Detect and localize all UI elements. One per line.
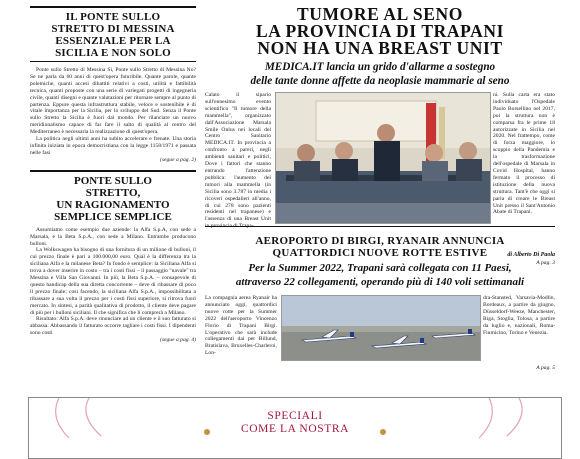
article-paragraph: Assumiamo come esempio due aziende: la Alfa S.p.A, con sede a Marsala, e la Beta S.p.A., con sede a Milano. Entrambe producono bulloni. — [30, 226, 196, 247]
banner-line-2: COME LA NOSTRA — [240, 423, 350, 435]
aeroporto-story — [205, 235, 555, 371]
tumore-headline-line: TUMORE AL SENO — [297, 4, 463, 24]
ragionamento-headline — [30, 170, 196, 227]
airport-photo-illustration — [282, 296, 480, 360]
banner-text — [29, 410, 561, 436]
aeroporto-column-left: La compagnia aerea Ryanair ha annunciato oggi, quattordici nuove rotte per la Summer 2022 dell'aeroporto Vincenzo Florio di Trapani Birgi. L'operativo che sarà include collegamenti dai per Billund, Bratislava, Bruxelles-Charleroi, Lon- — [205, 295, 277, 357]
article-paragraph: Risultato: Alfa S.p.A. deve rinunciare ad un cliente e il suo fatturato si abbassa. Abbassando il fatturato occorre tagliare i costi fissi. I dipendenti sono costi — [30, 316, 196, 337]
tumore-story — [205, 6, 555, 268]
ponte-headline-line: SICILIA E NON SOLO — [55, 47, 171, 59]
section-divider — [205, 226, 555, 227]
left-column — [30, 6, 196, 344]
article-paragraph: La Wolkswagen ha bisogno di una fornitura di un milione di bulloni, il cui prezzo finale è pari a 100.000,00 euro. Qual è la differenza tra la siciliana Alfa e la milanese Beta? In fondo è semplice: la Siciliana Alfa si trova a dover inserire in costo – tra i costi fissi – il passaggio "navale" tra Messina e Villa San Giovanni. In più, la Beta S.p.A. – consapevole di questo handicap della sua diretta concorrente – deve di ribassare di poco il prezzo finale; così facendo, la siciliana Alfa S.p.A., impossibilitata a ribassare a sua volta il prezzo per i costi fissi superiore, si ritrova fuori mercato. In sintesi, a parità qualitativa di prodotto, il cliente deve pagare di più per i bulloni siciliani. Il che significa che li comprerà a Milano. — [30, 247, 196, 316]
tumore-page-ref[interactable]: A pag. 3 — [536, 260, 555, 266]
tumore-headline-line: NON HA UNA BREAST UNIT — [257, 38, 503, 58]
airport-photo — [281, 295, 481, 361]
ragionamento-headline-line: PONTE SULLO — [74, 174, 152, 187]
tumore-headline — [205, 6, 555, 57]
continue-link[interactable]: (segue a pag. 2) — [159, 156, 196, 163]
ragionamento-headline-line: UN RAGIONAMENTO — [56, 198, 170, 211]
ponte-headline — [30, 6, 196, 62]
aeroporto-headline-line: QUATTORDICI NUOVE ROTTE ESTIVE — [272, 247, 488, 259]
article-paragraph: Ponte sullo Stretto di Messina Sì, Ponte sullo Stretto di Messina No? Se ne parla da 60 anni di quest'opera futuribile. Quante parole, quante polemiche, quanti accesi dibattiti relativi a costi, utilità e fattibilità tecnica, quanti proposte con una serie di variegati progetti di ingegneria civile, quanti disegni e quante valutazioni per ritornare sempre al punto di partenza. Eppure questa infrastruttura stabile, veloce e sostenibile è di vitale importanza per la Sicilia, per lo sviluppo del Sud. Senza il Ponte sullo Stretto la Sicilia è fuori dal mondo. Per rilanciare un nuovo meridionalismo capace di far fare il salto di qualità al centro del Mediterraneo è necessaria la realizzazione di quest'opera. — [30, 67, 196, 136]
ponte-headline-line: IL PONTE SULLO — [65, 11, 161, 23]
tumore-subheadline-line: MEDICA.IT lancia un grido d'allarme a sostegno — [264, 61, 496, 73]
aeroporto-subheadline-line: attraverso 22 collegamenti, operando più di 140 voli settimanali — [235, 275, 525, 288]
article-paragraph: La politica negli ultimi anni ha subito accelerare e frenate. Una storia infinita iniziata in epoca democristiana con la legge 1158/1971 e passata nelle fasi — [30, 136, 196, 156]
tumore-column-left: Calato il sipario sull'ennesimo evento scientifico "Il tumore della mammella", organizzato dall'Associazione Marsala Smile Onlus nei locali del Centro Sanitario MEDICA.IT. In provincia a confronto a pareri, negli ambienti sanitari e politici, Dove i fattori che stanno entrando l'attenzione pubblica: l'aumento dei tumori alla mammella (in Sicilia sono 3.787 in media i ricoveri ospedalieri all'anno, di cui 278 sono pazienti residenti nel trapanese) e l'assenza di una Breast Unit in provincia di Trapa- — [205, 92, 271, 230]
aeroporto-page-ref[interactable]: A pag. 5 — [536, 365, 555, 371]
ponte-headline-line: ESSENZIALE PER LA — [55, 35, 171, 47]
conference-photo-illustration — [276, 93, 490, 223]
aeroporto-subheadline — [205, 262, 555, 289]
tumore-subheadline-line: delle tante donne affette da neoplasie mammarie al seno — [250, 75, 510, 87]
tumore-subheadline — [205, 60, 555, 88]
continue-link[interactable]: (segue a pag. 4) — [159, 337, 196, 344]
tumore-byline: di Alberto Di Paola — [507, 252, 555, 258]
banner-line-1: SPECIALI — [267, 410, 323, 422]
ragionamento-article-body — [30, 227, 196, 344]
aeroporto-subheadline-line: Per la Summer 2022, Trapani sarà collegata con 11 Paesi, — [248, 262, 512, 274]
speciali-banner[interactable] — [28, 397, 562, 459]
ragionamento-headline-line: STRETTO, — [85, 186, 141, 199]
conference-photo — [275, 92, 491, 224]
aeroporto-headline — [205, 235, 555, 259]
aeroporto-story-body — [205, 295, 555, 371]
tumore-column-right: ni. Sulla carta era stato individuato l'Ospedale Paolo Borsellino nel 2017, poi la struttura non è comparsa fra le prime 18 autorizzate in Sicilia nel 2020. Nel frattempo, come di forza maggiore, lo scoppio della Pandemia e la trasformazione dell'ospedale di Marsala in Covid Hospital, hanno fermato il processo di istituzione della nuova struttura. Tant'è che oggi si parla di creare le Breast Unit presso il Sant'Antonio Abate di Trapani. — [493, 92, 555, 216]
ponte-article-body — [30, 67, 196, 164]
aeroporto-column-right: dra-Stansted, Varsavia-Modlin, Bordeaux, a partire da giugno, Düsseldorf-Weeze, Manchester, Riga, Stoglia, Tolosa, a partire da luglio e, nazionali, Roma-Fiumicino, Torino e Venezia. — [483, 295, 555, 336]
ragionamento-headline-line: SEMPLICE SEMPLICE — [54, 210, 172, 223]
ponte-headline-line: STRETTO DI MESSINA — [51, 23, 175, 35]
aeroporto-headline-line: AEROPORTO DI BIRGI, RYANAIR ANNUNCIA — [255, 235, 505, 247]
tumore-headline-line: LA PROVINCIA DI TRAPANI — [256, 21, 504, 41]
